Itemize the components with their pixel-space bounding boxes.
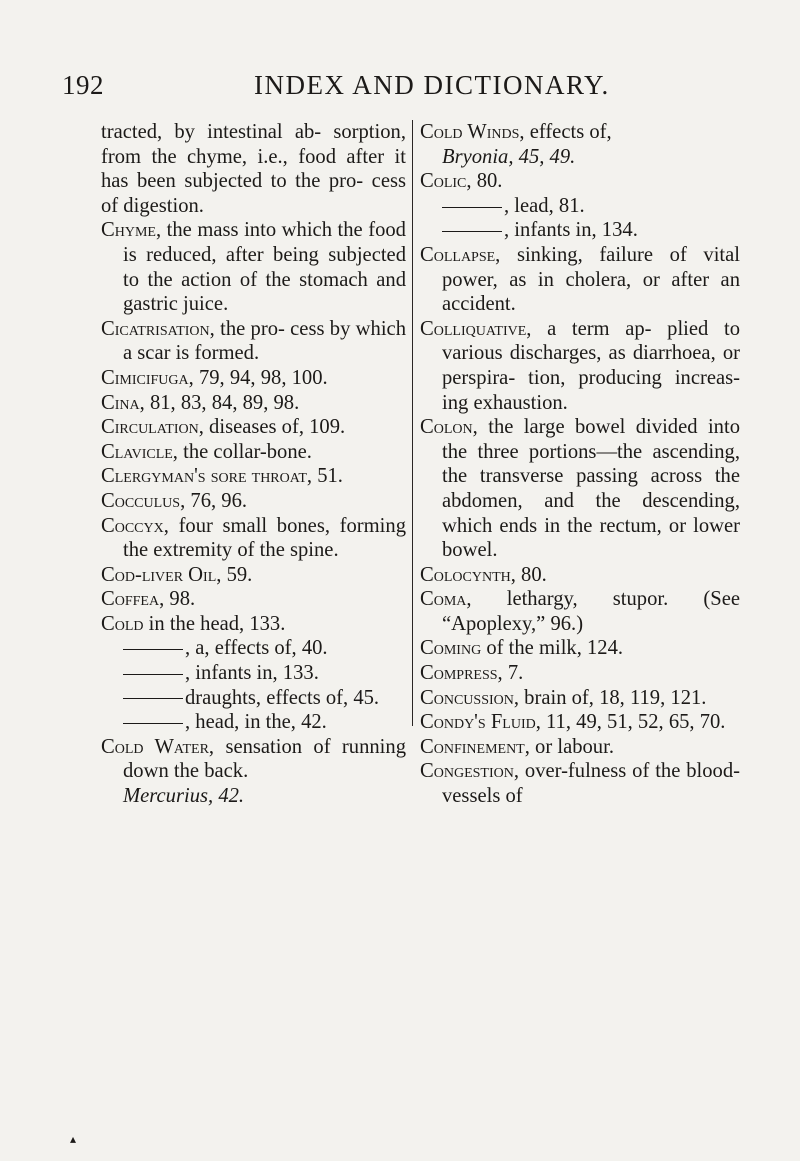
entry-headword: Cold [101, 612, 144, 635]
entry-text: diseases of, 109. [209, 416, 346, 439]
index-entry [420, 735, 740, 760]
entry-text: 76, 96. [190, 489, 248, 512]
entry-text: 81, 83, 84, 89, 98. [149, 391, 300, 414]
entry-text: lethargy, stupor. (See “Apoplexy,” 96.) [442, 588, 741, 635]
index-entry [420, 317, 740, 415]
index-entry [420, 145, 740, 170]
index-entry [101, 415, 406, 440]
entry-text: 80. [521, 563, 547, 586]
index-entry [101, 735, 406, 784]
entry-text: in the head, 133. [148, 612, 286, 635]
entry-text: the pro- cess by which a scar is formed. [123, 317, 406, 365]
entry-headword: Congestion, [420, 760, 519, 783]
index-entry [101, 366, 406, 391]
entry-headword: Cina, [101, 391, 145, 414]
entry-headword: Condy's Fluid, [420, 711, 541, 734]
entry-headword: Collapse, [420, 243, 501, 266]
entry-text: over-fulness of the blood-vessels of [442, 760, 740, 808]
index-entry [420, 218, 740, 243]
entry-headword: Coma, [420, 588, 472, 611]
index-entry [101, 514, 406, 563]
ditto-dash [442, 231, 502, 232]
index-entry [420, 636, 740, 661]
entry-headword: Cold Winds, [420, 121, 525, 143]
entry-headword: Colocynth, [420, 563, 516, 586]
entry-text: Bryonia, 45, 49. [442, 145, 576, 168]
index-entry [420, 169, 740, 194]
entry-headword: Cicatrisation, [101, 317, 215, 340]
entry-text: the mass into which the food is reduced, after being subjected to the action of the stomach and gastric juice. [123, 219, 406, 316]
entry-text: 11, 49, 51, 52, 65, 70. [546, 711, 726, 734]
entry-text: the collar-bone. [183, 440, 312, 463]
entry-headword: Cold Water, [101, 735, 215, 758]
entry-text: sinking, failure of vital power, as in cholera, or after an accident. [442, 243, 740, 316]
entry-text: 80. [476, 170, 503, 193]
index-entry [420, 759, 740, 808]
index-entry [101, 587, 406, 612]
entry-text: 98. [169, 588, 196, 611]
index-entry [420, 243, 740, 317]
entry-text: , head, in the, 42. [185, 711, 327, 734]
index-entry [101, 661, 406, 686]
entry-text: of the milk, 124. [486, 637, 624, 660]
entry-text: , lead, 81. [504, 194, 585, 217]
index-entry [420, 415, 740, 563]
index-entry [101, 489, 406, 514]
index-entry [101, 784, 406, 809]
entry-headword: Concussion, [420, 686, 520, 709]
entry-text: the large bowel divided into the three portions—the ascending, the transverse passing across the abdomen, and the descending, which ends in the rectum, or lower bowel. [442, 416, 740, 562]
index-entry [101, 218, 406, 316]
entry-headword: Circulation, [101, 416, 204, 439]
page-number: 192 [62, 70, 104, 100]
right-column [420, 120, 740, 809]
entry-text: effects of, [529, 121, 612, 143]
index-entry [101, 317, 406, 366]
ditto-dash [442, 207, 502, 208]
entry-headword: Coffea, [101, 588, 165, 611]
index-entry [101, 120, 406, 218]
entry-headword: Clavicle, [101, 440, 178, 463]
page-title: INDEX AND DICTIONARY. [254, 70, 610, 100]
entry-text: sensation of running down the back. [123, 735, 406, 783]
index-entry [420, 710, 740, 735]
index-entry [420, 563, 740, 588]
margin-mark: ▴ [70, 1132, 77, 1146]
entry-text: Mercurius, 42. [123, 785, 245, 808]
entry-headword: Cocculus, [101, 489, 186, 512]
entry-headword: Clergyman's sore throat, [101, 465, 313, 488]
left-column [101, 120, 406, 809]
entry-text: , infants in, 133. [185, 662, 319, 685]
ditto-dash [123, 674, 183, 675]
entry-text: 51. [317, 465, 343, 488]
entry-text: 7. [507, 662, 524, 685]
index-entry [101, 612, 406, 637]
index-entry [101, 563, 406, 588]
index-entry [101, 464, 406, 489]
entry-text: brain of, 18, 119, 121. [524, 686, 707, 709]
entry-text: four small bones, forming the extremity of the spine. [123, 514, 406, 562]
entry-headword: Coccyx, [101, 514, 169, 537]
index-entry [420, 661, 740, 686]
index-entry [420, 686, 740, 711]
ditto-dash [123, 723, 183, 724]
index-entry [420, 194, 740, 219]
entry-headword: Chyme, [101, 219, 162, 242]
entry-headword: Coming [420, 637, 482, 660]
index-entry [420, 587, 740, 636]
entry-headword: Colic, [420, 170, 472, 193]
index-entry [101, 686, 406, 711]
entry-text: 79, 94, 98, 100. [198, 366, 328, 389]
entry-text: , infants in, 134. [504, 219, 638, 242]
index-entry [420, 120, 740, 145]
index-entry [101, 636, 406, 661]
index-entry [101, 391, 406, 416]
entry-headword: Cimicifuga, [101, 366, 194, 389]
entry-headword: Confinement, [420, 735, 530, 758]
entry-headword: Colliquative, [420, 317, 532, 340]
entry-text: draughts, effects of, 45. [185, 686, 380, 709]
entry-headword: Compress, [420, 662, 503, 685]
entry-text: tracted, by intestinal ab- sorption, from the chyme, i.e., food after it has been subjected to the pro- cess of digestion. [101, 121, 406, 217]
ditto-dash [123, 698, 183, 699]
index-entry [101, 440, 406, 465]
entry-headword: Cod-liver Oil, [101, 563, 222, 586]
ditto-dash [123, 649, 183, 650]
index-entry [101, 710, 406, 735]
entry-text: 59. [226, 563, 253, 586]
column-divider [412, 120, 413, 726]
entry-text: , a, effects of, 40. [185, 637, 328, 660]
entry-text: or labour. [535, 735, 614, 758]
entry-text: a term ap- plied to various discharges, as diarrhoea, or perspira- tion, producing increas- ing exhaustion. [442, 317, 740, 414]
entry-headword: Colon, [420, 416, 478, 439]
